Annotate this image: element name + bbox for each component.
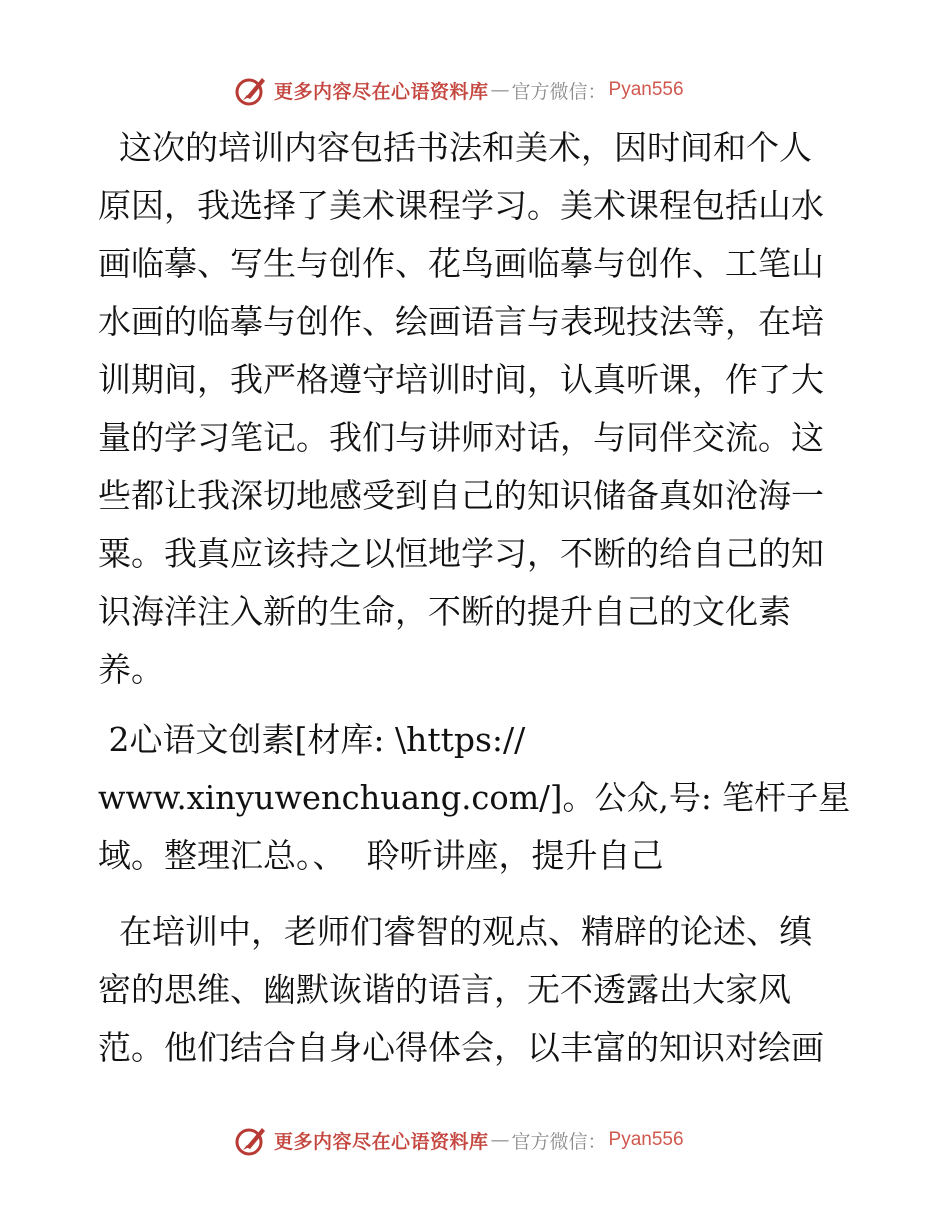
footer-banner-content: [234, 1122, 684, 1158]
body-line: 画临摹、写生与创作、花鸟画临摹与创作、工笔山: [98, 244, 824, 283]
footer-watermark-banner: [0, 1122, 950, 1158]
body-line: 些都让我深切地感受到自己的知识储备真如沧海一: [98, 476, 824, 515]
body-line: 密的思维、幽默诙谐的语言，无不透露出大家风: [98, 970, 791, 1009]
body-line: 水画的临摹与创作、绘画语言与表现技法等，在培: [98, 302, 824, 341]
banner-wechat-id: Pyan556: [608, 79, 684, 100]
body-line: 在培训中，老师们睿智的观点、精辟的论述、缜: [98, 912, 812, 951]
banner-wechat-label: 官方微信：: [511, 80, 607, 103]
banner-wechat-label: 官方微信：: [511, 1130, 607, 1153]
quill-logo-icon: [234, 73, 268, 107]
body-line: 原因，我选择了美术课程学习。美术课程包括山水: [98, 186, 824, 225]
banner-dash: —: [490, 1129, 510, 1151]
quill-logo-icon: [234, 1123, 268, 1157]
banner-main-text: 更多内容尽在心语资料库: [274, 80, 489, 103]
section-heading-line: 2心语文创素[材库: \https://: [98, 720, 526, 759]
header-banner-content: [234, 72, 684, 108]
header-watermark-banner: [0, 72, 950, 108]
body-line: 这次的培训内容包括书法和美术，因时间和个人: [98, 128, 812, 167]
body-line: 粟。我真应该持之以恒地学习，不断的给自己的知: [98, 534, 824, 573]
body-line: 训期间，我严格遵守培训时间，认真听课，作了大: [98, 360, 824, 399]
banner-wechat-id: Pyan556: [608, 1129, 684, 1150]
section-heading-line: www.xinyuwenchuang.com/]。公众,号: 笔杆子星: [98, 778, 851, 817]
banner-dash: —: [490, 79, 510, 101]
body-line: 范。他们结合自身心得体会，以丰富的知识对绘画: [98, 1028, 824, 1067]
body-line: 养。: [98, 650, 164, 689]
body-line: 量的学习笔记。我们与讲师对话，与同伴交流。这: [98, 418, 824, 457]
banner-main-text: 更多内容尽在心语资料库: [274, 1130, 489, 1153]
section-heading-line: 域。整理汇总。、 聆听讲座，提升自己: [98, 836, 664, 875]
body-line: 识海洋注入新的生命，不断的提升自己的文化素: [98, 592, 791, 631]
